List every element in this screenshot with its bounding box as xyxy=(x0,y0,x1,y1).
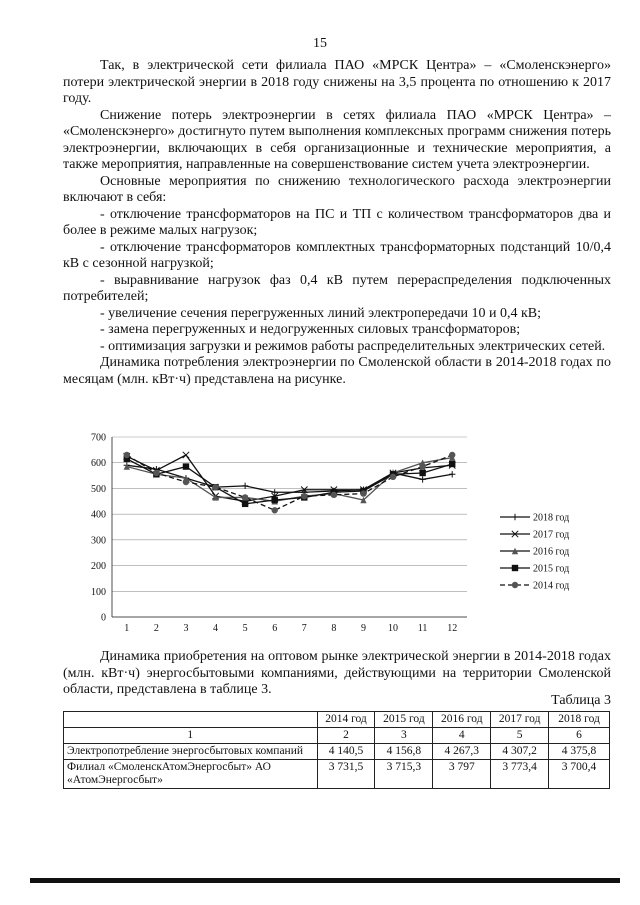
chart-svg xyxy=(60,430,620,640)
table-row-label: Электропотребление энергосбытовых компаний xyxy=(64,744,318,760)
data-point xyxy=(419,476,425,482)
table-header-year: 2014 год xyxy=(317,712,375,728)
table-row-label: Филиал «СмоленскАтомЭнергосбыт» АО «АтомЭнергосбыт» xyxy=(64,760,318,789)
table-cell: 3 773,4 xyxy=(491,760,549,789)
data-point xyxy=(153,470,159,476)
y-tick-label: 200 xyxy=(91,561,106,573)
series-line xyxy=(127,455,452,501)
bullet-item: - отключение трансформаторов комплектных трансформаторных подстанций 10/0,4 кВ с сезонной нагрузкой; xyxy=(63,239,611,271)
table-col-number: 5 xyxy=(491,728,549,744)
data-point xyxy=(331,492,337,498)
data-point xyxy=(212,484,218,490)
data-point xyxy=(242,501,248,507)
table-header-year: 2016 год xyxy=(433,712,491,728)
legend-marker xyxy=(512,582,518,588)
table-cell: 4 375,8 xyxy=(549,744,610,760)
paragraph: Так, в электрической сети филиала ПАО «МРСК Центра» – «Смоленскэнерго» потери электрической энергии в 2018 году снижены на 3,5 процента по отношению к 2017 году. xyxy=(63,58,611,106)
paragraph: Основные мероприятия по снижению технологического расхода электроэнергии включают в себя: xyxy=(63,173,611,205)
data-point xyxy=(449,461,455,467)
data-point xyxy=(183,463,189,469)
series-line xyxy=(127,455,452,510)
bullet-item: - замена перегруженных и недогруженных силовых трансформаторов; xyxy=(100,322,521,337)
data-point xyxy=(242,483,248,489)
data-point xyxy=(183,479,189,485)
data-point xyxy=(301,493,307,499)
table-col-number: 2 xyxy=(317,728,375,744)
bullet-item: - отключение трансформаторов на ПС и ТП с количеством трансформаторов два и более в режиме малых нагрузок; xyxy=(63,206,611,238)
body-text xyxy=(63,58,611,388)
x-tick-label: 8 xyxy=(331,623,337,634)
y-tick-label: 400 xyxy=(91,509,106,521)
x-tick-label: 1 xyxy=(124,623,130,634)
table-caption: Таблица 3 xyxy=(551,693,611,708)
table-col-number: 4 xyxy=(433,728,491,744)
x-tick-label: 3 xyxy=(183,623,189,634)
x-tick-label: 5 xyxy=(242,623,248,634)
table-cell: 3 700,4 xyxy=(549,760,610,789)
chart-intro: Динамика потребления электроэнергии по Смоленской области в 2014-2018 годах по месяцам (млн. кВт·ч) представлена на рисунке. xyxy=(63,355,611,387)
legend-label: 2018 год xyxy=(533,512,570,524)
data-point xyxy=(242,494,248,500)
y-tick-label: 600 xyxy=(91,458,106,470)
y-tick-label: 500 xyxy=(91,483,106,495)
table-header-year: 2017 год xyxy=(491,712,549,728)
page-number: 15 xyxy=(313,36,327,51)
y-tick-label: 700 xyxy=(91,432,106,444)
table-col-number: 1 xyxy=(64,728,318,744)
data-point xyxy=(272,507,278,513)
x-tick-label: 2 xyxy=(153,623,159,634)
table-cell: 3 715,3 xyxy=(375,760,433,789)
legend-marker xyxy=(512,514,518,520)
x-tick-label: 10 xyxy=(388,623,399,634)
table-header-row xyxy=(64,712,610,728)
table-cell: 4 140,5 xyxy=(317,744,375,760)
table-header-year: 2015 год xyxy=(375,712,433,728)
table-col-number: 3 xyxy=(375,728,433,744)
x-tick-label: 6 xyxy=(272,623,278,634)
consumption-chart xyxy=(60,430,620,640)
data-point xyxy=(272,497,278,503)
table-cell: 3 797 xyxy=(433,760,491,789)
data-point xyxy=(449,452,455,458)
paragraph: Снижение потерь электроэнергии в сетях филиала ПАО «МРСК Центра» – «Смоленскэнерго» достигнуто путем выполнения комплексных программ снижения потерь электроэнергии, включающих в себя организационные и технические мероприятия, а также мероприятия, направленные на совершенствование систем учета электроэнергии. xyxy=(63,107,611,172)
data-point xyxy=(449,471,455,477)
x-tick-label: 7 xyxy=(301,623,307,634)
x-tick-label: 4 xyxy=(213,623,219,634)
table-row xyxy=(64,760,610,789)
series-line xyxy=(127,458,452,502)
table-col-number: 6 xyxy=(549,728,610,744)
table-cell: 4 267,3 xyxy=(433,744,491,760)
y-tick-label: 300 xyxy=(91,535,106,547)
table-intro-block xyxy=(63,649,611,699)
bottom-rule xyxy=(30,878,620,883)
bullet-item: - увеличение сечения перегруженных линий электропередачи 10 и 0,4 кВ; xyxy=(100,305,542,321)
table-header-year: 2018 год xyxy=(549,712,610,728)
data-point xyxy=(419,470,425,476)
legend-label: 2017 год xyxy=(533,529,570,541)
legend-marker xyxy=(512,565,518,571)
purchase-table xyxy=(63,711,610,789)
data-point xyxy=(183,452,189,458)
legend-label: 2014 год xyxy=(533,580,570,592)
y-tick-label: 0 xyxy=(101,612,106,624)
table-cell: 3 731,5 xyxy=(317,760,375,789)
table-cell: 4 156,8 xyxy=(375,744,433,760)
data-point xyxy=(390,474,396,480)
data-point xyxy=(419,463,425,469)
data-point xyxy=(124,452,130,458)
legend-label: 2016 год xyxy=(533,546,570,558)
bullet-item: - оптимизация загрузки и режимов работы распределительных электрических сетей. xyxy=(100,338,606,354)
y-tick-label: 100 xyxy=(91,586,106,598)
table-cell: 4 307,2 xyxy=(491,744,549,760)
series-line xyxy=(127,459,452,504)
data-point xyxy=(360,490,366,496)
x-tick-label: 11 xyxy=(417,623,428,634)
bullet-item: - выравнивание нагрузок фаз 0,4 кВ путем перераспределения подключенных потребителей; xyxy=(63,272,611,304)
x-tick-label: 9 xyxy=(360,623,366,634)
table-header-empty xyxy=(64,712,318,728)
table-number-row xyxy=(64,728,610,744)
x-tick-label: 12 xyxy=(447,623,458,634)
table-row xyxy=(64,744,610,760)
legend-label: 2015 год xyxy=(533,563,570,575)
table-intro: Динамика приобретения на оптовом рынке электрической энергии в 2014-2018 годах (млн. кВт·ч) энергосбытовыми компаниями, действующими на территории Смоленской области, представлена в таблице 3. xyxy=(63,649,611,697)
